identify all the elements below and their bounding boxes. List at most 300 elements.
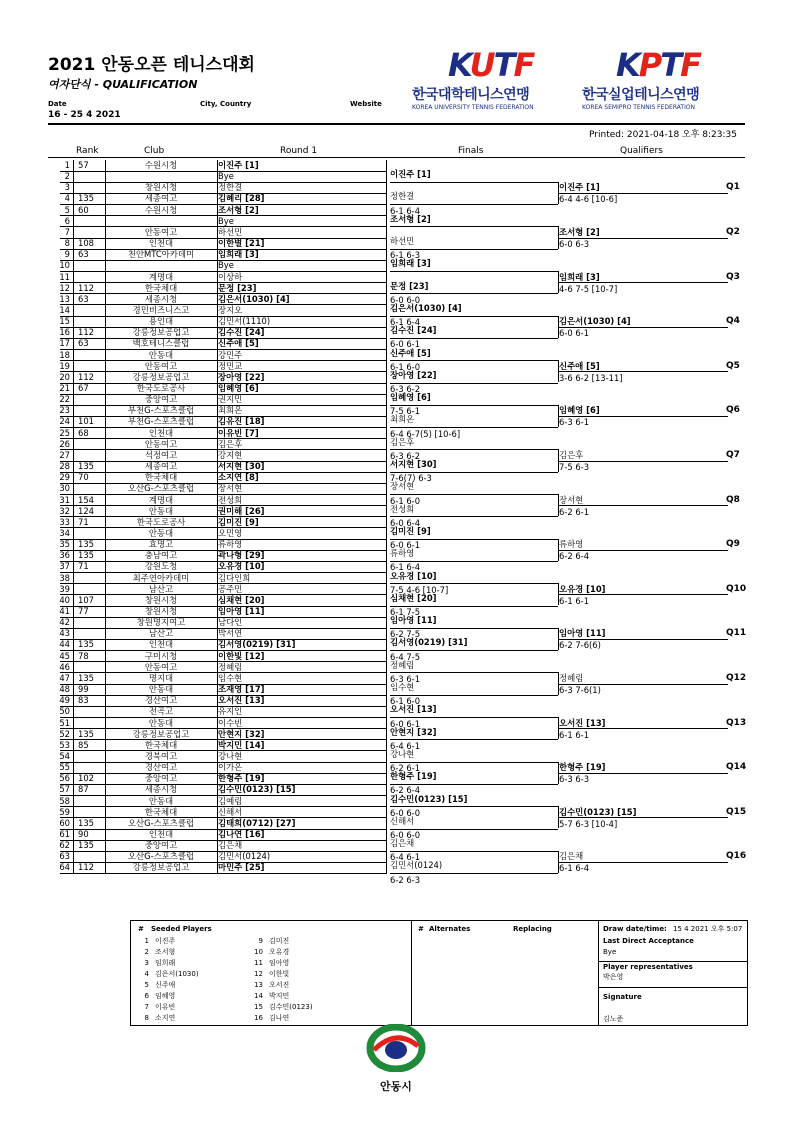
draw-club: 계명대: [148, 494, 174, 505]
finals-score: 6-4 6-1: [390, 852, 421, 863]
qualifier-name: 장서현: [559, 494, 584, 505]
finals-winner-name: 이진주 [1]: [390, 169, 431, 180]
qualifier-name: 정혜림: [559, 673, 584, 684]
finals-winner-name: 오유경 [10]: [390, 570, 437, 581]
draw-player-name: 박서연: [218, 628, 243, 639]
draw-club: 용인대: [148, 316, 174, 327]
finals-winner-name: 최희온: [390, 414, 415, 425]
draw-seq: 31: [59, 494, 70, 505]
draw-seq: 7: [64, 226, 70, 237]
signature-label: Signature: [603, 993, 642, 1001]
draw-seq: 59: [59, 806, 70, 817]
draw-rank: 87: [78, 784, 89, 795]
qualifier-name: 조서형 [2]: [559, 227, 600, 238]
qualifier-name: 신주애 [5]: [559, 360, 600, 371]
date-label: Date: [48, 100, 67, 108]
draw-seq: 10: [59, 260, 70, 271]
draw-seq: 2: [64, 171, 70, 182]
draw-club: 인천대: [148, 639, 174, 650]
draw-player-name: 김수진 [24]: [218, 327, 265, 338]
qualifier-name: 김수민(0123) [15]: [559, 806, 637, 817]
draw-player-name: 김다인희: [218, 572, 251, 583]
draw-seq: 23: [59, 405, 70, 416]
draw-seq: 24: [59, 416, 70, 427]
draw-seq: 19: [59, 360, 70, 371]
andong-city-logo: [366, 1024, 426, 1093]
draw-player-name: 박지민 [14]: [218, 739, 265, 750]
finals-score: 6-3 6-2: [390, 450, 421, 461]
draw-rank: 154: [78, 494, 94, 505]
draw-rank: 135: [78, 550, 94, 561]
draw-row-line: [60, 873, 386, 874]
draw-player-name: 공주민: [218, 583, 243, 594]
draw-club: 경민비즈니스고: [132, 304, 190, 315]
draw-club: 안동여고: [144, 438, 178, 449]
finals-winner-name: 김서영(0219) [31]: [390, 637, 468, 648]
seed-number: 1: [144, 937, 149, 945]
kutf-mark: KUTF: [448, 46, 534, 84]
draw-seq: 28: [59, 461, 70, 472]
draw-seq: 9: [64, 249, 70, 260]
draw-club: 경산여고: [144, 762, 178, 773]
kptf-korean-name: 한국실업테니스연맹: [582, 87, 700, 103]
draw-seq: 17: [59, 338, 70, 349]
draw-club: 강원도청: [144, 561, 178, 572]
col-header-finals: Finals: [458, 146, 484, 156]
draw-seq: 30: [59, 483, 70, 494]
draw-seq: 60: [59, 817, 70, 828]
draw-player-name: 김나연 [16]: [218, 829, 265, 839]
draw-rank: 135: [78, 193, 94, 204]
finals-line: [390, 182, 558, 183]
seeded-title: Seeded Players: [151, 925, 212, 933]
draw-rank: 71: [78, 516, 89, 527]
finals-score: 6-0 6-0: [390, 294, 421, 305]
finals-score: 6-1 6-4: [390, 205, 421, 216]
kptf-mark: KPTF: [616, 46, 700, 84]
draw-seq: 57: [59, 784, 70, 795]
draw-player-name: 임아영 [11]: [218, 606, 265, 616]
finals-score: 6-0 6-0: [390, 830, 421, 840]
draw-club: 창원시청: [144, 182, 178, 193]
seed-name: 김은서(1030): [155, 970, 199, 978]
draw-club: 한국체대: [144, 282, 178, 293]
draw-seq: 46: [59, 661, 70, 672]
draw-player-name: 김혜리 [28]: [218, 193, 265, 204]
qualifier-score: 6-3 7-6(1): [559, 685, 601, 696]
draw-seq: 63: [59, 851, 70, 862]
draw-player-name: 이상하: [218, 271, 243, 282]
draw-player-name: 오서진 [13]: [218, 695, 265, 706]
qualifier-score: 6-0 6-3: [559, 239, 590, 250]
qualifier-slot-label: Q12: [726, 673, 747, 684]
draw-seq: 40: [59, 594, 70, 605]
draw-date-label: Draw date/time:: [603, 925, 667, 933]
draw-club: 오산G-스포츠클럽: [127, 851, 195, 862]
draw-club: 안동여고: [144, 226, 178, 237]
draw-rank: 63: [78, 338, 89, 349]
finals-winner-name: 김은후: [390, 436, 415, 447]
finals-winner-name: 정한결: [390, 191, 415, 202]
finals-score: 6-1 6-0: [390, 495, 421, 506]
draw-club: 한국체대: [144, 806, 178, 817]
draw-club: 수원시청: [144, 204, 178, 215]
draw-rank: 78: [78, 650, 89, 661]
finals-winner-name: 오서진 [13]: [390, 704, 437, 715]
qualifier-name: 임혜영 [6]: [559, 405, 600, 416]
seed-name: 김수민(0123): [269, 1003, 313, 1011]
qualifier-score: 6-1 6-1: [559, 729, 590, 740]
draw-player-name: 김태희(0712) [27]: [218, 817, 296, 828]
draw-player-name: 김수민(0123) [15]: [218, 784, 296, 795]
draw-seq: 4: [64, 193, 70, 204]
event-subtitle: 여자단식 - QUALIFICATION: [48, 78, 198, 91]
qualifier-name: 임희래 [3]: [559, 271, 600, 282]
draw-player-name: 장아영 [22]: [218, 371, 265, 382]
qualifier-score: 5-7 6-3 [10-4]: [559, 818, 618, 829]
finals-score: 6-1 6-0: [390, 696, 421, 707]
qualifier-score: 6-3 6-1: [559, 417, 590, 428]
finals-score: 6-2 7-5: [390, 629, 421, 640]
draw-club: 백호테니스클럽: [132, 338, 190, 349]
draw-club: 세종여고: [144, 461, 178, 472]
qualifier-slot-label: Q6: [726, 405, 740, 416]
draw-rank: 90: [78, 829, 89, 839]
draw-player-name: 장지오: [218, 304, 243, 315]
qualifier-score: 6-1 6-4: [559, 863, 590, 874]
draw-club: 중앙여고: [144, 840, 178, 851]
draw-seq: 47: [59, 672, 70, 683]
draw-seq: 25: [59, 427, 70, 438]
draw-player-name: Bye: [218, 260, 234, 271]
draw-rank: 135: [78, 728, 94, 739]
replacing-title: Replacing: [513, 925, 552, 933]
finals-score: 6-1 6-4: [390, 562, 421, 573]
draw-seq: 29: [59, 472, 70, 483]
finals-winner-name: 전성희: [390, 503, 415, 514]
draw-seq: 1: [64, 160, 70, 170]
seed-name: 임희래: [155, 959, 176, 967]
draw-rank: 112: [78, 862, 94, 873]
draw-club: 창원시청: [144, 606, 178, 616]
draw-seq: 21: [59, 383, 70, 393]
draw-player-name: 권지민: [218, 394, 243, 405]
qualifier-score: 6-1 6-1: [559, 595, 590, 606]
finals-winner-name: 안현지 [32]: [390, 726, 437, 737]
draw-club: 창원명지여고: [136, 617, 186, 628]
kutf-logo: [412, 48, 572, 111]
draw-player-name: 문정 [23]: [218, 282, 257, 293]
draw-player-name: Bye: [218, 171, 234, 182]
seed-number: 3: [144, 959, 149, 967]
draw-club: 안동여고: [144, 360, 178, 371]
col-header-qualifiers: Qualifiers: [620, 146, 663, 156]
draw-seq: 50: [59, 706, 70, 717]
col-header-club: Club: [144, 146, 165, 156]
draw-player-name: 신주애 [5]: [218, 338, 259, 349]
draw-player-name: 심채현 [20]: [218, 594, 265, 605]
seed-name: 오유경: [269, 948, 290, 956]
lda-value: Bye: [603, 948, 617, 956]
finals-score: 6-4 6-7(5) [10-6]: [390, 428, 461, 439]
draw-seq: 44: [59, 639, 70, 650]
draw-seq: 22: [59, 394, 70, 405]
seed-number: 6: [144, 992, 149, 1000]
header-divider: [48, 123, 745, 125]
draw-rank: 135: [78, 840, 94, 851]
finals-winner-name: 임희래 [3]: [390, 258, 431, 269]
draw-seq: 8: [64, 238, 70, 249]
draw-player-name: 안현지 [32]: [218, 728, 265, 739]
finals-winner-name: 임혜영 [6]: [390, 392, 431, 403]
seed-number: 16: [254, 1014, 263, 1022]
draw-rank: 77: [78, 606, 89, 616]
seed-number: 4: [144, 970, 149, 978]
draw-club: 안동여고: [144, 661, 178, 672]
draw-player-name: 강지현: [218, 449, 243, 460]
seed-number: 11: [254, 959, 263, 967]
draw-rank: 83: [78, 695, 89, 706]
draw-seq: 39: [59, 583, 70, 594]
draw-seq: 54: [59, 750, 70, 761]
qualifier-score: 6-2 7-6(6): [559, 640, 601, 651]
draw-club: 부천G-스포츠클럽: [127, 416, 195, 427]
qualifier-name: 임아영 [11]: [559, 628, 606, 639]
finals-winner-name: 문정 [23]: [390, 280, 429, 291]
draw-player-name: 이유빈 [7]: [218, 427, 259, 438]
draw-club: 안동대: [148, 527, 174, 538]
qualifier-slot-label: Q7: [726, 450, 740, 461]
finals-score: 6-2 6-1: [390, 763, 421, 774]
draw-club: 구미시청: [144, 650, 178, 661]
finals-line: [390, 271, 558, 272]
draw-player-name: 소지연 [8]: [218, 472, 259, 483]
qualifier-slot-label: Q14: [726, 762, 747, 773]
finals-winner-name: 김수진 [24]: [390, 325, 437, 336]
draw-seq: 5: [64, 204, 70, 215]
seed-name: 오서진: [269, 981, 290, 989]
seed-name: 이진주: [155, 937, 176, 945]
draw-player-name: 정민교: [218, 360, 243, 371]
city-logo-text: 안동시: [380, 1080, 412, 1093]
qualifier-slot-label: Q15: [726, 806, 747, 817]
footer-box: [130, 920, 748, 1026]
qualifier-score: 6-0 6-1: [559, 328, 590, 339]
draw-player-name: 조서형 [2]: [218, 204, 259, 215]
draw-player-name: Bye: [218, 215, 234, 226]
draw-club: 인천대: [148, 427, 174, 438]
draw-club: 한국도로공사: [136, 383, 186, 393]
seed-number: 2: [144, 948, 149, 956]
draw-club: 안동대: [148, 349, 174, 360]
draw-club: 남산고: [148, 628, 174, 639]
finals-score: 6-4 7-5: [390, 651, 421, 662]
draw-club: 인천대: [148, 829, 174, 839]
draw-player-name: 조재영 [17]: [218, 684, 265, 695]
draw-club: 안동대: [148, 684, 174, 695]
footer-hline-2: [599, 987, 747, 988]
draw-rank: 63: [78, 249, 89, 260]
draw-club: 천안MTC아카데미: [127, 249, 195, 260]
finals-winner-name: 서지현 [30]: [390, 459, 437, 470]
draw-club: 경산여고: [144, 695, 178, 706]
draw-club: 중앙여고: [144, 773, 178, 784]
draw-rank: 63: [78, 293, 89, 304]
seed-name: 박지민: [269, 992, 290, 1000]
rep-value: 박은영: [603, 973, 624, 981]
draw-club: 계명대: [148, 271, 174, 282]
draw-seq: 49: [59, 695, 70, 706]
finals-winner-name: 신주애 [5]: [390, 347, 431, 358]
draw-seq: 43: [59, 628, 70, 639]
draw-seq: 18: [59, 349, 70, 360]
draw-club: 강릉정보공업고: [132, 862, 190, 873]
finals-winner-name: 임아영 [11]: [390, 615, 437, 626]
finals-winner-name: 장서현: [390, 481, 415, 492]
draw-club: 세종시청: [144, 784, 178, 795]
andong-emblem-icon: [366, 1024, 426, 1072]
draw-seq: 55: [59, 762, 70, 773]
draw-seq: 14: [59, 304, 70, 315]
draw-player-name: 김서영(0219) [31]: [218, 639, 296, 650]
draw-player-name: 정혜림: [218, 661, 243, 672]
rank-sep: [73, 160, 74, 874]
draw-rank: 101: [78, 416, 94, 427]
draw-seq: 32: [59, 505, 70, 516]
draw-player-name: 장서현: [218, 483, 243, 494]
draw-rank: 112: [78, 282, 94, 293]
draw-player-name: 김은채: [218, 840, 243, 851]
footer-hline-1: [599, 961, 747, 962]
header-rule: [48, 157, 745, 158]
qualifier-score: 3-6 6-2 [13-11]: [559, 372, 623, 383]
finals-score: 6-2 6-3: [390, 874, 421, 885]
draw-club: 안동대: [148, 795, 174, 806]
alternates-hash: #: [418, 925, 424, 933]
draw-seq: 33: [59, 516, 70, 527]
draw-rank: 57: [78, 160, 89, 170]
draw-seq: 20: [59, 371, 70, 382]
finals-score: 6-1 6-4: [390, 317, 421, 328]
finals-score: 7-5 4-6 [10-7]: [390, 584, 449, 595]
qualifier-slot-label: Q9: [726, 539, 740, 550]
draw-player-name: 이가온: [218, 762, 243, 773]
finals-score: 6-0 6-1: [390, 339, 421, 350]
kptf-logo: [582, 48, 747, 111]
footer-divider-2: [598, 921, 599, 1025]
rep-label: Player representatives: [603, 963, 693, 971]
draw-rank: 99: [78, 684, 89, 695]
city-label: City, Country: [200, 100, 252, 108]
draw-club: 세종여고: [144, 193, 178, 204]
seed-name: 조서형: [155, 948, 176, 956]
seed-number: 8: [144, 1014, 149, 1022]
draw-seq: 15: [59, 316, 70, 327]
finals-winner-name: 김은서(1030) [4]: [390, 302, 462, 313]
qualifier-name: 오유경 [10]: [559, 583, 606, 594]
draw-rank: 135: [78, 539, 94, 550]
qualifier-slot-label: Q8: [726, 494, 740, 505]
draw-player-name: 오민영: [218, 527, 243, 538]
qualifier-score: 4-6 7-5 [10-7]: [559, 283, 618, 294]
draw-seq: 45: [59, 650, 70, 661]
draw-rank: 135: [78, 639, 94, 650]
draw-player-name: 유지인: [218, 706, 243, 717]
draw-club: 전곡고: [148, 706, 174, 717]
qualifier-slot-label: Q11: [726, 628, 747, 639]
qualifier-slot-label: Q13: [726, 717, 747, 728]
seed-number: 12: [254, 970, 263, 978]
draw-rank: 135: [78, 461, 94, 472]
qualifier-name: 이진주 [1]: [559, 182, 600, 193]
draw-club: 한국체대: [144, 472, 178, 483]
draw-player-name: 강민주: [218, 349, 243, 360]
club-sep: [105, 160, 106, 874]
seeded-hash: #: [138, 925, 144, 933]
finals-line: [390, 226, 558, 227]
draw-player-name: 김예림: [218, 795, 243, 806]
finals-score: 6-0 6-4: [390, 517, 421, 528]
draw-rank: 67: [78, 383, 89, 393]
draw-club: 인천대: [148, 238, 174, 249]
seed-name: 신주애: [155, 981, 176, 989]
draw-player-name: 이한별 [21]: [218, 238, 265, 249]
finals-score: 7-5 6-1: [390, 406, 421, 417]
finals-score: 6-1 6-0: [390, 361, 421, 372]
draw-rank: 112: [78, 371, 94, 382]
date-value: 16 - 25 4 2021: [48, 110, 121, 120]
qualifier-slot-label: Q10: [726, 583, 747, 594]
qualifier-slot-label: Q4: [726, 316, 740, 327]
draw-club: 창원시청: [144, 594, 178, 605]
draw-seq: 12: [59, 282, 70, 293]
draw-rank: 135: [78, 817, 94, 828]
qualifier-score: 7-5 6-3: [559, 462, 590, 473]
draw-seq: 58: [59, 795, 70, 806]
draw-club: 세종시청: [144, 293, 178, 304]
finals-winner-name: 장아영 [22]: [390, 369, 437, 380]
draw-player-name: 강나현: [218, 750, 243, 761]
draw-rank: 102: [78, 773, 94, 784]
seed-name: 김미진: [269, 937, 290, 945]
draw-seq: 64: [59, 862, 70, 873]
qualifier-slot-label: Q16: [726, 851, 747, 862]
draw-seq: 51: [59, 717, 70, 728]
finals-score: 7-6(7) 6-3: [390, 473, 432, 484]
draw-player-name: 임수현: [218, 672, 243, 683]
finals-score: 6-3 6-2: [390, 384, 421, 394]
draw-player-name: 최희온: [218, 405, 243, 416]
seed-name: 이유빈: [155, 1003, 176, 1011]
qualifier-score: 6-3 6-3: [559, 774, 590, 785]
qualifier-slot-label: Q1: [726, 182, 740, 193]
draw-rank: 60: [78, 204, 89, 215]
kutf-korean-name: 한국대학테니스연맹: [412, 87, 530, 103]
draw-rank: 135: [78, 672, 94, 683]
draw-player-name: 김은서(1030) [4]: [218, 293, 290, 304]
finals-winner-name: 하선민: [390, 236, 415, 247]
finals-score: 6-0 6-1: [390, 540, 421, 551]
draw-player-name: 전성희: [218, 494, 243, 505]
col-header-round1: Round 1: [280, 146, 318, 156]
draw-seq: 35: [59, 539, 70, 550]
draw-rank: 68: [78, 427, 89, 438]
draw-seq: 48: [59, 684, 70, 695]
finals-winner-name: 신해서: [390, 815, 415, 826]
draw-player-name: 이진주 [1]: [218, 160, 259, 170]
draw-rank: 70: [78, 472, 89, 483]
draw-player-name: 김은후: [218, 438, 243, 449]
